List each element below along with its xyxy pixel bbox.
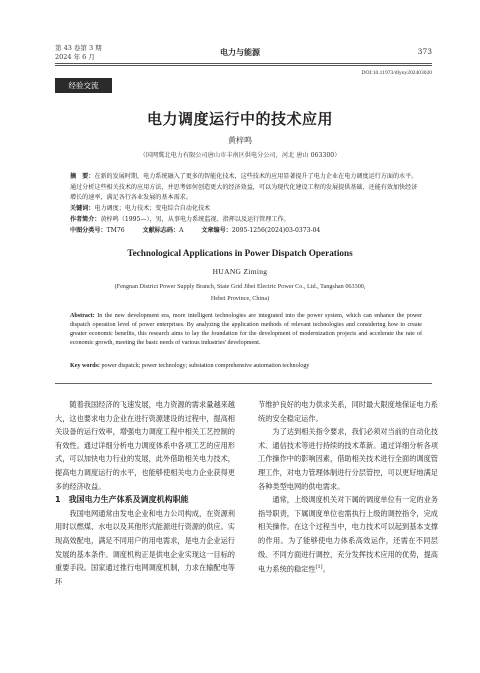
header-rule-thin: [55, 65, 432, 66]
abstract-en-text: In the new development era, more intelligent technologies are integrated into the power system, which can enhance the power dispatch operation level of power enterprises. By analyzing the application methods of relevant technologies and considering how to create greater economic benefits, this research aims to lay the foundation for the development of modernization projects and accelerate the rate of economic growth, meeting the basic needs of various industries' development.: [70, 313, 422, 347]
body-paragraph: 我国电网通常由发电企业和电力公司构成，在资源利用时以燃煤、水电以及其他形式能源进行资源的供应。实现高效配电，满足不同用户的用电需求，是电力企业运行发展的基本条件。调度机构正是供电企业实现这一目标的重要手段。国家通过推行电网调度机制，力求在输配电等环: [55, 508, 235, 586]
body-column-right: [258, 398, 438, 576]
volume-issue: 第 43 卷第 3 期: [55, 44, 102, 52]
author-intro-text: 黄梓鸣（1995—），男，从事电力系统监视、指挥以及运行管理工作。: [100, 216, 290, 223]
citation-ref: [1]: [315, 564, 323, 571]
title-en: Technological Applications in Power Dispatch Operations: [127, 248, 353, 258]
clc-value: TM76: [106, 227, 125, 234]
author-cn: 黄梓鸣: [228, 136, 252, 145]
abstract-cn-text: 在新的发展时期，电力系统融入了更多的智能化技术，这些技术的应用显著提升了电力企业在电力调度运行方面的水平。通过分析这些相关技术的应用方法，并思考如何创造更大的经济效益，可以为现代化建设工程的发展提供基础，还能有效加快经济增长的速率，满足各行各业发展的基本需求。: [70, 173, 418, 201]
keywords-en-label: Key words:: [70, 363, 100, 369]
body-column-left: [55, 398, 235, 588]
affiliation-cn: （国网冀北电力有限公司唐山市丰南区供电分公司，河北 唐山 063300）: [139, 152, 341, 159]
body-paragraph: 随着我国经济的飞速发展，电力资源的需求量越来越大，这也要求电力企业在进行资源建设的过程中，提高相关设备的运行效率，增强电力调度工程中相关工艺控制的有效性。通过详细分析电力调度体系中各项工艺的应用形式，可以加快电力行业的发展，此外借助相关电力技术，提高电力调度运行的水平，也能够使相关电力企业获得更多的经济收益。: [55, 400, 235, 491]
affiliation-en-line2: Hebei Province, China): [210, 295, 270, 302]
article-no-value: 2095-1256(2024)03-0373-04: [231, 227, 321, 234]
abstract-cn-label: 摘 要：: [70, 173, 95, 180]
column-badge: 经验交流: [55, 78, 112, 93]
abstract-en: [70, 312, 422, 348]
doi: DOI:10.11973/dlyny202403020: [361, 70, 432, 76]
doc-code-label: 文献标志码：: [142, 227, 180, 234]
affiliation-en: [0, 281, 480, 305]
keywords-cn: [70, 204, 422, 213]
header-rule: [55, 63, 432, 64]
abstract-separator: [55, 383, 432, 384]
body-paragraph: 节维护良好的电力供求关系，同时最大限度地保证电力系统的安全稳定运作。: [258, 400, 438, 423]
section-heading-1: 1 我国电力生产体系及调度机构职能: [55, 495, 189, 505]
body-text-end: 。: [322, 564, 330, 574]
author-intro: [70, 215, 422, 224]
body-paragraph-with-ref: [258, 493, 438, 576]
author-intro-label: 作者简介：: [70, 216, 101, 223]
keywords-en-text: power dispatch; power technology; substation comprehensive automation technology: [99, 363, 310, 369]
abstract-cn: [70, 172, 422, 204]
clc-label: 中图分类号：: [70, 227, 107, 234]
keywords-en: [70, 363, 422, 369]
issue-date: 2024 年 6 月: [55, 53, 95, 61]
author-en: HUANG Ziming: [212, 267, 268, 276]
page-number: 373: [417, 47, 432, 56]
journal-name: 电力与能源: [220, 47, 260, 57]
doc-code-value: A: [179, 227, 184, 234]
body-text: 通常，上级调度机关对下属的调度单位有一定的业务指导职责，下属调度单位也需执行上级的调控指令，完成相关操作。在这个过程当中，电力技术可以起到基本支撑的作用。为了能够使电力体系高效运作，还需在不同层级、不同方面进行调控，充分发挥技术应用的优势，提高电力系统的稳定性: [258, 495, 438, 574]
classification-line: [70, 226, 422, 235]
affiliation-en-line1: (Fengnan District Power Supply Branch, State Grid Jibei Electric Power Co., Ltd., Tangshan 063300,: [114, 283, 366, 290]
keywords-cn-text: 电力调度；电力技术；变电综合自动化技术: [94, 205, 211, 212]
abstract-en-label: Abstract:: [70, 313, 95, 319]
title-cn: 电力调度运行中的技术应用: [146, 110, 333, 128]
body-paragraph: 为了达到相关指令要求，我们必须对当前的自动化技术、通信技术等进行持续的技术革新。通过详细分析各项工作操作中的影响因素，借助相关技术进行全面的调度管理工作，对电力管理体制进行分层管控，可以更好地满足各种类型电网的供电需求。: [258, 427, 438, 491]
keywords-cn-label: 关键词：: [70, 205, 95, 212]
article-no-label: 文章编号：: [201, 227, 232, 234]
